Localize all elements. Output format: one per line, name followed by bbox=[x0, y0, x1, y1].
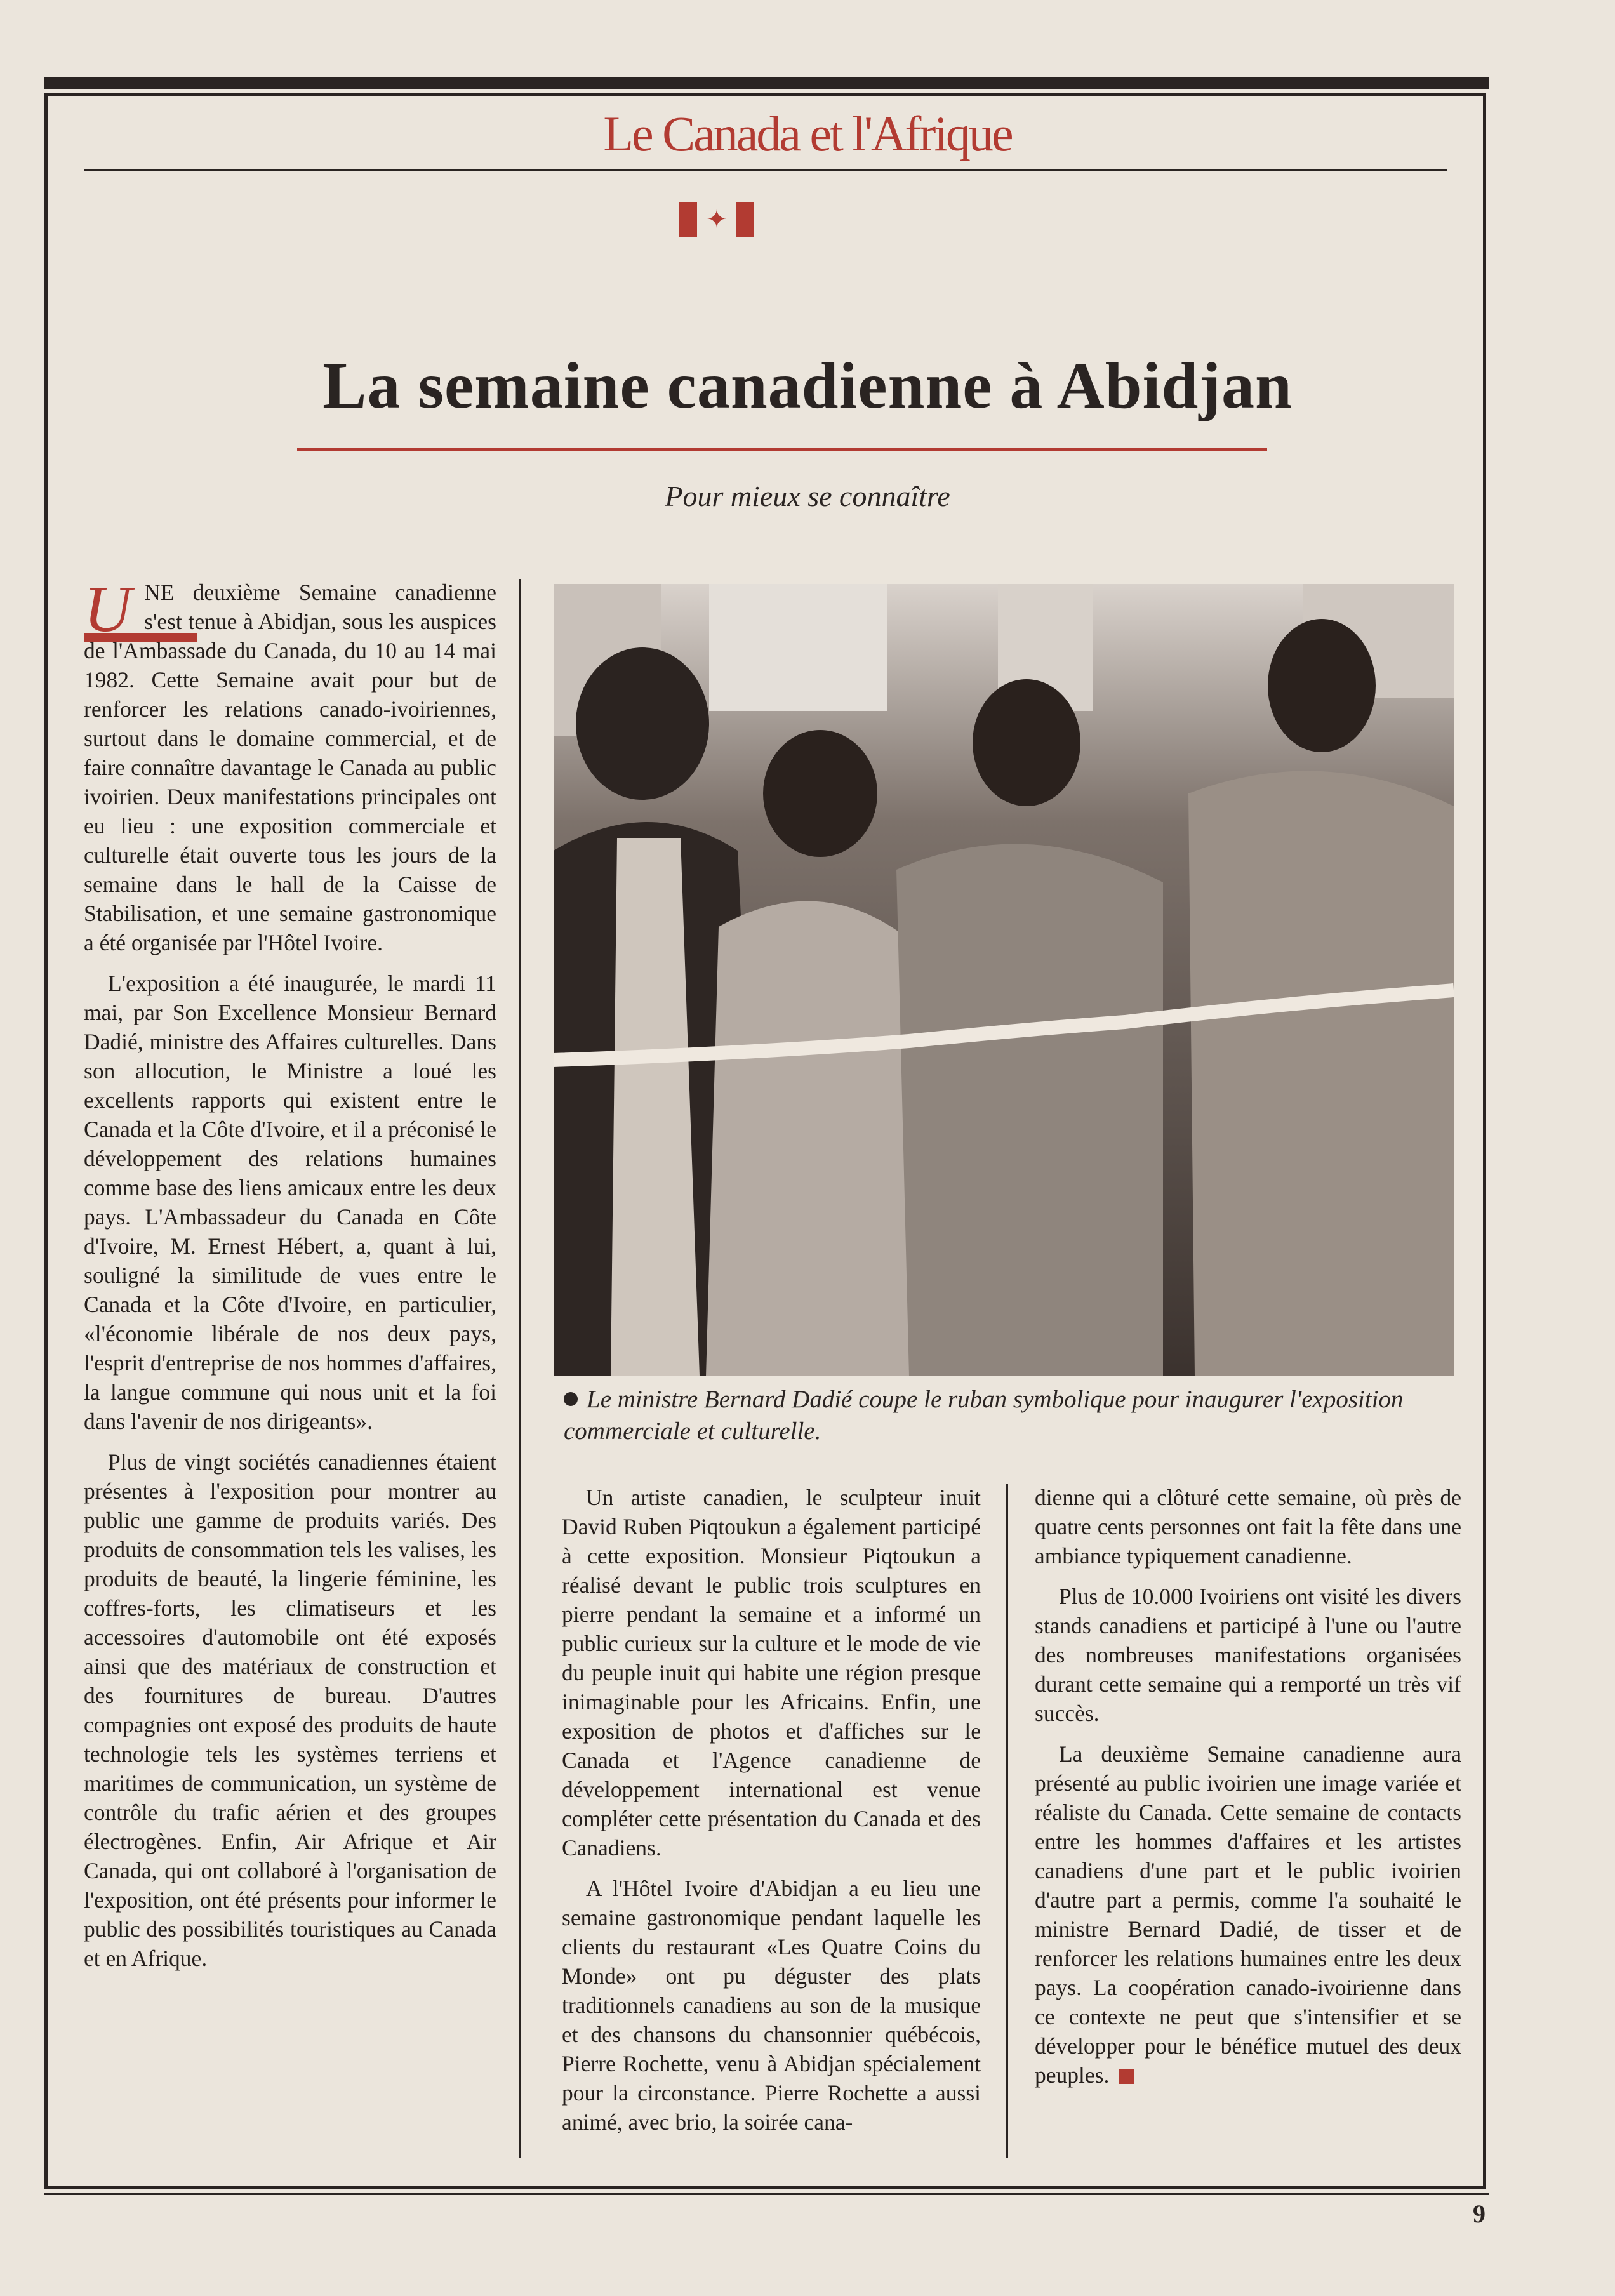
bottom-rule bbox=[44, 2193, 1489, 2195]
column-3 bbox=[1035, 1483, 1461, 2101]
article-subtitle: Pour mieux se connaître bbox=[665, 480, 950, 512]
caption-text: Le ministre Bernard Dadié coupe le ruban symbolique pour inaugurer l'exposition commerciale et culturelle. bbox=[564, 1386, 1404, 1445]
top-rule bbox=[44, 77, 1489, 89]
column-2 bbox=[562, 1483, 981, 2148]
canadian-flag-icon: ✦ bbox=[679, 202, 754, 237]
paragraph-text: NE deuxième Semaine canadienne s'est tenue à Abidjan, sous les auspices de l'Ambassade du Canada, du 10 au 14 mai 1982. Cette Semaine avait pour but de renforcer les relations canado-ivoiriennes, surtout dans le domaine commercial, et de faire connaître davantage le Canada au public ivoirien. Deux manifestations principales ont eu lieu : une exposition commerciale et culturelle était ouverte tous les jours de la semaine dans le hall de la Caisse de Stabilisation, et une semaine gastronomique a été organisée par l'Hôtel Ivoire. bbox=[84, 580, 496, 955]
page-number: 9 bbox=[1473, 2200, 1485, 2228]
title-rule bbox=[297, 448, 1267, 451]
photo-caption bbox=[564, 1384, 1459, 1447]
paragraph-text: La deuxième Semaine canadienne aura présenté au public ivoirien une image variée et réaliste du Canada. Cette semaine de contacts entre les hommes d'affaires et les artistes canadiens d'une part et le public ivoirien d'autre part a permis, comme l'a souhaité le ministre Bernard Dadié, de tisser et de renforcer les relations humaines entre les deux pays. La coopération canado-ivoirienne dans ce contexte ne peut que s'intensifier et se développer pour le bénéfice mutuel des deux peuples. bbox=[1035, 1741, 1461, 2088]
paragraph: dienne qui a clôturé cette semaine, où près de quatre cents personnes ont fait la fête dans une ambiance typiquement canadienne. bbox=[1035, 1485, 1461, 1569]
masthead-title: Le Canada et l'Afrique bbox=[603, 106, 1012, 161]
article-title: La semaine canadienne à Abidjan bbox=[322, 349, 1293, 422]
paragraph: Plus de vingt sociétés canadiennes étaient présentes à l'exposition pour montrer au public une gamme de produits variés. Des produits de consommation tels les valises, les produits de beauté, la lingerie féminine, les coffres-forts, les climatiseurs et les accessoires d'automobile ont été exposés ainsi que des matériaux de construction et des fournitures de bureau. D'autres compagnies ont exposé des produits de haute technologie tels les systèmes terriens et maritimes de communication, un système de contrôle du trafic aérien et des groupes électrogènes. Enfin, Air Afrique et Air Canada, qui ont collaboré à l'organisation de l'exposition, ont été présents pour informer le public des possibilités touristiques au Canada et en Afrique. bbox=[84, 1449, 496, 1971]
column-divider bbox=[519, 579, 521, 2158]
drop-cap: U bbox=[84, 573, 132, 646]
masthead-rule bbox=[84, 169, 1447, 171]
column-divider bbox=[1006, 1484, 1008, 2158]
paragraph: Un artiste canadien, le sculpteur inuit David Ruben Piqtoukun a également participé à cette exposition. Monsieur Piqtoukun a réalisé devant le public trois sculptures en pierre pendant la semaine et a informé un public curieux sur la culture et le mode de vie du peuple inuit qui habite une région presque inimaginable pour les Africains. Enfin, une exposition de photos et d'affiches sur le Canada et l'Agence canadienne de développement international est venue compléter cette présentation du Canada et des Canadiens. bbox=[562, 1485, 981, 1861]
end-of-article-icon bbox=[1119, 2069, 1134, 2084]
paragraph bbox=[84, 573, 496, 957]
column-1 bbox=[84, 573, 496, 1984]
ribbon-cutting-photo bbox=[554, 584, 1454, 1376]
bullet-icon bbox=[564, 1392, 578, 1406]
paragraph: Plus de 10.000 Ivoiriens ont visité les divers stands canadiens et participé à l'une ou l'autre des nombreuses manifestations organisées durant cette semaine qui a remporté un très vif succès. bbox=[1035, 1584, 1461, 1726]
paragraph bbox=[1035, 1739, 1461, 2090]
paragraph: A l'Hôtel Ivoire d'Abidjan a eu lieu une semaine gastronomique pendant laquelle les clients du restaurant «Les Quatre Coins du Monde» ont pu déguster des plats traditionnels canadiens au son de la musique et des chansons du chansonnier québécois, Pierre Rochette, venu à Abidjan spécialement pour la circonstance. Pierre Rochette a aussi animé, avec brio, la soirée cana- bbox=[562, 1876, 981, 2135]
paragraph: L'exposition a été inaugurée, le mardi 11 mai, par Son Excellence Monsieur Bernard Dadié, ministre des Affaires culturelles. Dans son allocution, le Ministre a loué les excellents rapports qui existent entre le Canada et la Côte d'Ivoire, et il a préconisé le développement des relations humaines comme base des liens amicaux entre les deux pays. L'Ambassadeur du Canada en Côte d'Ivoire, M. Ernest Hébert, a, quant à lui, souligné la similitude de vues entre le Canada et la Côte d'Ivoire, en particulier, «l'économie libérale de nos deux pays, l'esprit d'entreprise de nos hommes d'affaires, la langue commune qui nous unit et la foi dans l'avenir de nos dirigeants». bbox=[84, 971, 496, 1434]
